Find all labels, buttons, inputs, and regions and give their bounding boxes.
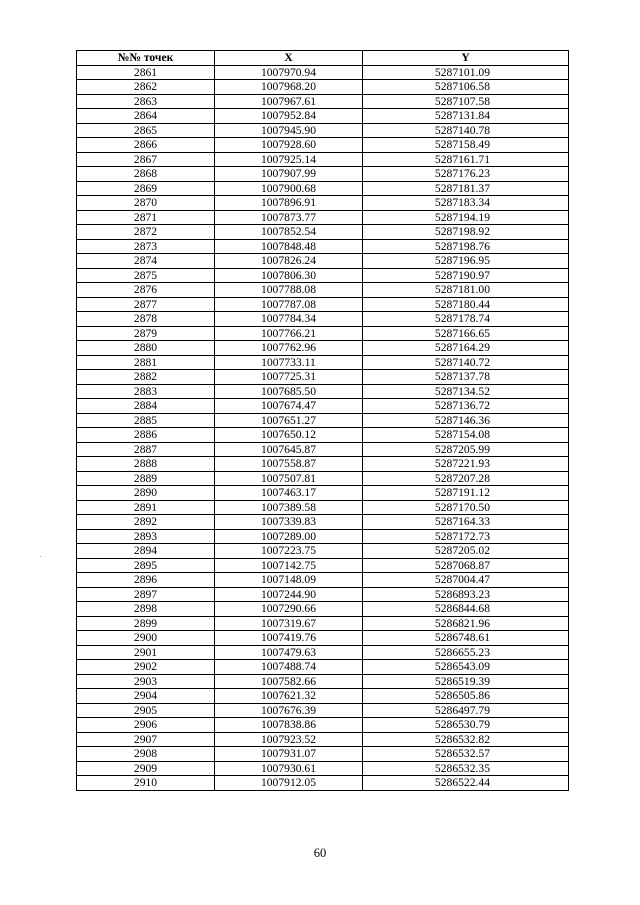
cell-y: 5286821.96 [363, 616, 569, 631]
cell-x: 1007900.68 [215, 181, 363, 196]
cell-y: 5287146.36 [363, 413, 569, 428]
cell-point-number: 2909 [77, 761, 215, 776]
cell-y: 5286532.35 [363, 761, 569, 776]
cell-y: 5287194.19 [363, 210, 569, 225]
cell-x: 1007290.66 [215, 602, 363, 617]
cell-y: 5287131.84 [363, 109, 569, 124]
cell-point-number: 2875 [77, 268, 215, 283]
cell-y: 5287205.99 [363, 442, 569, 457]
cell-x: 1007621.32 [215, 689, 363, 704]
cell-x: 1007244.90 [215, 587, 363, 602]
table-row [77, 616, 569, 631]
cell-point-number: 2863 [77, 94, 215, 109]
cell-x: 1007733.11 [215, 355, 363, 370]
table-row [77, 326, 569, 341]
cell-y: 5287172.73 [363, 529, 569, 544]
cell-point-number: 2865 [77, 123, 215, 138]
cell-x: 1007766.21 [215, 326, 363, 341]
table-row [77, 123, 569, 138]
cell-y: 5287106.58 [363, 80, 569, 95]
cell-y: 5286655.23 [363, 645, 569, 660]
cell-y: 5287181.00 [363, 283, 569, 298]
cell-x: 1007651.27 [215, 413, 363, 428]
column-header-y: Y [363, 51, 569, 66]
table-row [77, 355, 569, 370]
cell-point-number: 2902 [77, 660, 215, 675]
cell-point-number: 2873 [77, 239, 215, 254]
scan-speck [40, 556, 41, 557]
table-row [77, 486, 569, 501]
cell-x: 1007970.94 [215, 65, 363, 80]
cell-point-number: 2907 [77, 732, 215, 747]
table-row [77, 384, 569, 399]
cell-point-number: 2866 [77, 138, 215, 153]
table-row [77, 80, 569, 95]
cell-point-number: 2874 [77, 254, 215, 269]
cell-y: 5287137.78 [363, 370, 569, 385]
table-row [77, 109, 569, 124]
cell-point-number: 2872 [77, 225, 215, 240]
cell-point-number: 2870 [77, 196, 215, 211]
coordinates-table [76, 50, 569, 791]
cell-point-number: 2910 [77, 776, 215, 791]
cell-x: 1007582.66 [215, 674, 363, 689]
cell-point-number: 2895 [77, 558, 215, 573]
cell-y: 5287183.34 [363, 196, 569, 211]
column-header-x: X [215, 51, 363, 66]
table-row [77, 297, 569, 312]
cell-y: 5286844.68 [363, 602, 569, 617]
cell-point-number: 2867 [77, 152, 215, 167]
cell-x: 1007928.60 [215, 138, 363, 153]
cell-y: 5287178.74 [363, 312, 569, 327]
cell-y: 5286522.44 [363, 776, 569, 791]
table-row [77, 660, 569, 675]
table-row [77, 442, 569, 457]
table-row [77, 167, 569, 182]
cell-y: 5287205.02 [363, 544, 569, 559]
cell-x: 1007685.50 [215, 384, 363, 399]
cell-y: 5287107.58 [363, 94, 569, 109]
cell-point-number: 2908 [77, 747, 215, 762]
table-row [77, 254, 569, 269]
cell-point-number: 2868 [77, 167, 215, 182]
table-row [77, 210, 569, 225]
cell-x: 1007838.86 [215, 718, 363, 733]
cell-point-number: 2885 [77, 413, 215, 428]
cell-point-number: 2892 [77, 515, 215, 530]
cell-point-number: 2864 [77, 109, 215, 124]
cell-y: 5287180.44 [363, 297, 569, 312]
cell-point-number: 2897 [77, 587, 215, 602]
cell-x: 1007952.84 [215, 109, 363, 124]
table-row [77, 138, 569, 153]
cell-y: 5286505.86 [363, 689, 569, 704]
cell-point-number: 2889 [77, 471, 215, 486]
cell-y: 5287164.29 [363, 341, 569, 356]
cell-x: 1007419.76 [215, 631, 363, 646]
cell-x: 1007488.74 [215, 660, 363, 675]
cell-y: 5286532.82 [363, 732, 569, 747]
table-row [77, 312, 569, 327]
cell-point-number: 2861 [77, 65, 215, 80]
table-row [77, 341, 569, 356]
cell-point-number: 2891 [77, 500, 215, 515]
cell-point-number: 2877 [77, 297, 215, 312]
cell-x: 1007784.34 [215, 312, 363, 327]
cell-point-number: 2903 [77, 674, 215, 689]
table-row [77, 268, 569, 283]
cell-x: 1007650.12 [215, 428, 363, 443]
table-row [77, 703, 569, 718]
table-row [77, 152, 569, 167]
cell-point-number: 2871 [77, 210, 215, 225]
cell-x: 1007930.61 [215, 761, 363, 776]
cell-x: 1007788.08 [215, 283, 363, 298]
table-row [77, 631, 569, 646]
cell-x: 1007967.61 [215, 94, 363, 109]
cell-y: 5287101.09 [363, 65, 569, 80]
cell-y: 5286893.23 [363, 587, 569, 602]
cell-point-number: 2862 [77, 80, 215, 95]
cell-y: 5287191.12 [363, 486, 569, 501]
cell-y: 5287170.50 [363, 500, 569, 515]
table-row [77, 529, 569, 544]
cell-x: 1007479.63 [215, 645, 363, 660]
table-header-row [77, 51, 569, 66]
cell-x: 1007645.87 [215, 442, 363, 457]
cell-point-number: 2906 [77, 718, 215, 733]
cell-point-number: 2898 [77, 602, 215, 617]
cell-x: 1007463.17 [215, 486, 363, 501]
table-row [77, 587, 569, 602]
cell-x: 1007852.54 [215, 225, 363, 240]
cell-y: 5286543.09 [363, 660, 569, 675]
cell-x: 1007787.08 [215, 297, 363, 312]
cell-y: 5287140.72 [363, 355, 569, 370]
table-row [77, 558, 569, 573]
cell-point-number: 2900 [77, 631, 215, 646]
cell-y: 5287161.71 [363, 152, 569, 167]
cell-x: 1007945.90 [215, 123, 363, 138]
cell-point-number: 2881 [77, 355, 215, 370]
cell-y: 5287181.37 [363, 181, 569, 196]
cell-y: 5287136.72 [363, 399, 569, 414]
cell-y: 5287004.47 [363, 573, 569, 588]
cell-x: 1007389.58 [215, 500, 363, 515]
table-row [77, 761, 569, 776]
cell-y: 5287134.52 [363, 384, 569, 399]
cell-y: 5287140.78 [363, 123, 569, 138]
cell-x: 1007907.99 [215, 167, 363, 182]
cell-y: 5287198.92 [363, 225, 569, 240]
cell-x: 1007148.09 [215, 573, 363, 588]
table-row [77, 515, 569, 530]
table-row [77, 225, 569, 240]
cell-x: 1007896.91 [215, 196, 363, 211]
cell-point-number: 2879 [77, 326, 215, 341]
table-row [77, 283, 569, 298]
cell-point-number: 2904 [77, 689, 215, 704]
cell-x: 1007339.83 [215, 515, 363, 530]
table-row [77, 399, 569, 414]
cell-x: 1007806.30 [215, 268, 363, 283]
table-row [77, 718, 569, 733]
table-row [77, 239, 569, 254]
page-number: 60 [313, 846, 327, 860]
table-row [77, 732, 569, 747]
cell-point-number: 2882 [77, 370, 215, 385]
cell-y: 5287154.08 [363, 428, 569, 443]
cell-y: 5287198.76 [363, 239, 569, 254]
cell-point-number: 2896 [77, 573, 215, 588]
table-row [77, 602, 569, 617]
cell-y: 5287158.49 [363, 138, 569, 153]
table-row [77, 544, 569, 559]
cell-y: 5286748.61 [363, 631, 569, 646]
cell-point-number: 2905 [77, 703, 215, 718]
cell-x: 1007848.48 [215, 239, 363, 254]
cell-point-number: 2876 [77, 283, 215, 298]
cell-x: 1007931.07 [215, 747, 363, 762]
cell-x: 1007725.31 [215, 370, 363, 385]
cell-point-number: 2886 [77, 428, 215, 443]
cell-point-number: 2887 [77, 442, 215, 457]
cell-x: 1007925.14 [215, 152, 363, 167]
cell-x: 1007558.87 [215, 457, 363, 472]
cell-point-number: 2893 [77, 529, 215, 544]
cell-x: 1007142.75 [215, 558, 363, 573]
cell-x: 1007873.77 [215, 210, 363, 225]
cell-point-number: 2883 [77, 384, 215, 399]
cell-x: 1007826.24 [215, 254, 363, 269]
table-row [77, 674, 569, 689]
table-row [77, 471, 569, 486]
table-body [77, 65, 569, 790]
table-row [77, 747, 569, 762]
cell-y: 5287221.93 [363, 457, 569, 472]
cell-x: 1007289.00 [215, 529, 363, 544]
cell-point-number: 2890 [77, 486, 215, 501]
cell-y: 5286532.57 [363, 747, 569, 762]
cell-x: 1007762.96 [215, 341, 363, 356]
table-row [77, 181, 569, 196]
cell-y: 5287176.23 [363, 167, 569, 182]
table-row [77, 65, 569, 80]
cell-y: 5287166.65 [363, 326, 569, 341]
cell-y: 5286497.79 [363, 703, 569, 718]
cell-x: 1007319.67 [215, 616, 363, 631]
cell-point-number: 2878 [77, 312, 215, 327]
cell-point-number: 2884 [77, 399, 215, 414]
cell-point-number: 2899 [77, 616, 215, 631]
cell-x: 1007912.05 [215, 776, 363, 791]
table-row [77, 776, 569, 791]
cell-y: 5287190.97 [363, 268, 569, 283]
cell-point-number: 2888 [77, 457, 215, 472]
table-row [77, 500, 569, 515]
table-row [77, 645, 569, 660]
table-row [77, 370, 569, 385]
cell-x: 1007923.52 [215, 732, 363, 747]
cell-y: 5287068.87 [363, 558, 569, 573]
cell-x: 1007674.47 [215, 399, 363, 414]
cell-point-number: 2894 [77, 544, 215, 559]
table-row [77, 457, 569, 472]
cell-y: 5287207.28 [363, 471, 569, 486]
cell-x: 1007676.39 [215, 703, 363, 718]
cell-point-number: 2901 [77, 645, 215, 660]
table-row [77, 94, 569, 109]
table-row [77, 196, 569, 211]
cell-y: 5286519.39 [363, 674, 569, 689]
cell-y: 5286530.79 [363, 718, 569, 733]
column-header-point-number: №№ точек [77, 51, 215, 66]
table-row [77, 573, 569, 588]
table-row [77, 413, 569, 428]
cell-y: 5287164.33 [363, 515, 569, 530]
cell-point-number: 2869 [77, 181, 215, 196]
table-row [77, 428, 569, 443]
cell-point-number: 2880 [77, 341, 215, 356]
cell-x: 1007968.20 [215, 80, 363, 95]
cell-x: 1007507.81 [215, 471, 363, 486]
table-row [77, 689, 569, 704]
cell-x: 1007223.75 [215, 544, 363, 559]
cell-y: 5287196.95 [363, 254, 569, 269]
